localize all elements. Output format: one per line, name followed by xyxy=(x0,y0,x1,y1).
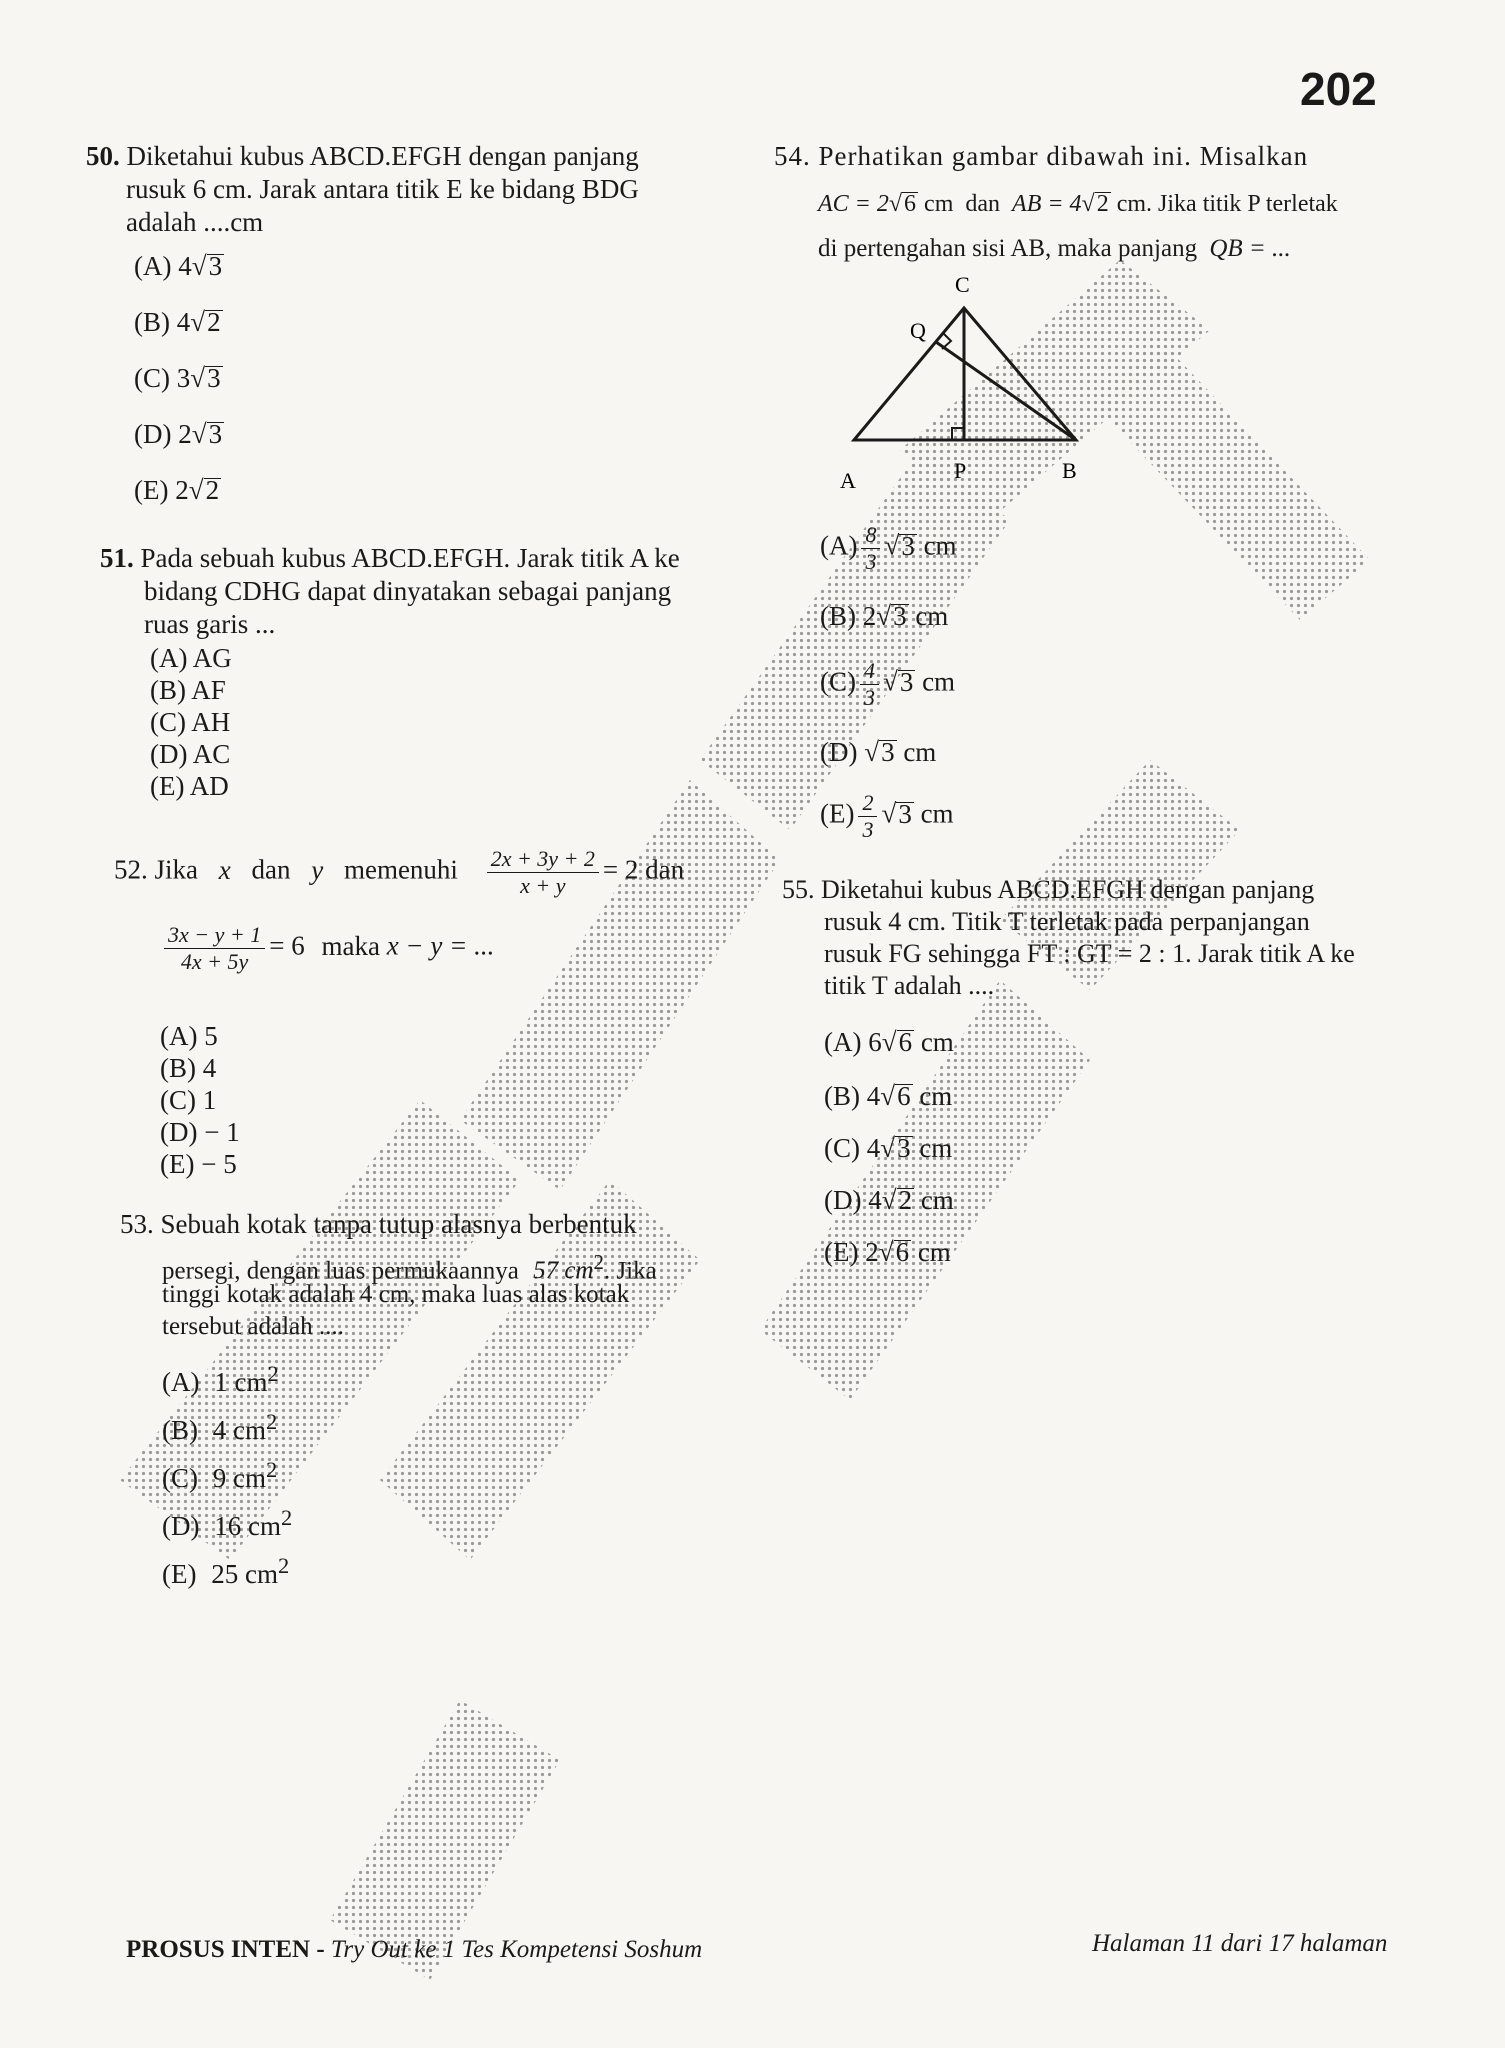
option-50-c[interactable]: (C) 3√3 xyxy=(134,363,221,393)
option-fraction xyxy=(861,522,880,575)
footer-subtitle: Try Out ke 1 Tes Kompetensi Soshum xyxy=(330,1936,703,1963)
fraction-numerator: 4 xyxy=(860,658,879,685)
option-text: AG xyxy=(192,643,232,673)
question-text: Pada sebuah kubus ABCD.EFGH. Jarak titik A ke xyxy=(140,543,680,573)
superscript: 2 xyxy=(280,1505,293,1530)
option-letter: (B) xyxy=(820,601,856,631)
option-radicand: 3 xyxy=(208,419,223,449)
option-50-b[interactable]: (B) 4√2 xyxy=(134,307,221,337)
question-54-line3 xyxy=(818,232,1291,265)
equation-rhs: = 2 xyxy=(602,854,639,885)
fraction-1 xyxy=(487,846,599,899)
option-letter: (A) xyxy=(134,251,172,281)
option-52-d[interactable] xyxy=(160,1116,240,1148)
question-text: Diketahui kubus ABCD.EFGH dengan panjang xyxy=(821,875,1315,904)
question-text: ruas garis ... xyxy=(144,609,276,639)
unit: cm xyxy=(920,1027,954,1057)
option-54-b[interactable]: (B) 2√3 cm xyxy=(820,601,949,631)
option-letter: (B) xyxy=(160,1053,196,1083)
option-52-c[interactable] xyxy=(160,1084,216,1116)
option-radicand: 2 xyxy=(207,307,221,337)
question-text: titik T adalah .... xyxy=(824,971,995,1000)
option-51-d[interactable] xyxy=(150,738,230,770)
math-var: y xyxy=(311,854,324,885)
option-radicand: 3 xyxy=(893,601,907,631)
question-text: Perhatikan gambar dibawah ini. Misalkan xyxy=(818,141,1309,171)
option-radicand: 3 xyxy=(901,530,915,561)
option-52-e[interactable] xyxy=(160,1148,237,1180)
fraction-denominator: 4x + 5y xyxy=(180,949,249,974)
option-radicand: 3 xyxy=(899,666,914,697)
option-text: AC xyxy=(192,739,231,769)
question-55 xyxy=(782,874,1422,1002)
option-coef: 3 xyxy=(176,363,191,393)
option-52-b[interactable] xyxy=(160,1052,216,1084)
option-letter: (E) xyxy=(150,771,185,801)
question-53 xyxy=(120,1208,720,1241)
option-letter: (D) xyxy=(134,419,172,449)
option-letter: (D) xyxy=(160,1117,198,1147)
option-text: − 1 xyxy=(204,1117,240,1147)
option-letter: (E) xyxy=(160,1149,195,1179)
label-p: P xyxy=(954,458,967,483)
option-letter: (B) xyxy=(150,675,186,705)
option-coef: 6 xyxy=(868,1027,882,1057)
option-text: AF xyxy=(191,675,226,705)
label-a: A xyxy=(840,468,856,493)
option-letter: (E) xyxy=(820,798,855,829)
option-coef: 4 xyxy=(866,1133,881,1163)
superscript: 2 xyxy=(593,1250,604,1274)
option-51-e[interactable] xyxy=(150,770,229,802)
footer-page-info: Halaman 11 dari 17 halaman xyxy=(1092,1930,1388,1957)
option-coef: 4 xyxy=(178,251,192,281)
option-letter: (B) xyxy=(824,1081,860,1111)
option-letter: (E) xyxy=(134,475,169,505)
fraction-denominator: 3 xyxy=(865,549,877,574)
option-radicand: 3 xyxy=(898,798,912,829)
question-text: adalah ....cm xyxy=(126,207,264,237)
option-53-e[interactable] xyxy=(162,1550,289,1590)
option-radicand: 3 xyxy=(897,1133,911,1163)
unit: cm xyxy=(920,1185,954,1215)
question-number: 55. xyxy=(782,875,815,904)
option-letter: (A) xyxy=(162,1367,200,1397)
option-letter: (D) xyxy=(150,739,188,769)
question-text: di pertengahan sisi AB, maka panjang xyxy=(818,235,1198,262)
option-letter: (C) xyxy=(160,1085,196,1115)
superscript: 2 xyxy=(266,1409,278,1434)
option-54-c[interactable]: (C) $\frac{4}{3}$ √3 cm xyxy=(820,658,956,710)
option-letter: (B) xyxy=(134,307,170,337)
option-letter: (C) xyxy=(824,1133,860,1163)
unit: cm xyxy=(919,1081,953,1111)
option-text: 4 xyxy=(202,1053,217,1083)
option-radicand: 2 xyxy=(205,475,220,505)
fraction-2 xyxy=(164,922,265,975)
option-text: − 5 xyxy=(201,1149,237,1179)
option-fraction xyxy=(858,790,877,843)
option-text: 25 cm xyxy=(211,1559,278,1589)
option-radicand: 3 xyxy=(207,363,221,393)
unit: cm xyxy=(917,1237,951,1267)
math-var: x xyxy=(218,854,231,885)
question-text: . Jika xyxy=(603,1257,657,1285)
question-text: bidang CDHG dapat dinyatakan sebagai panjang xyxy=(144,576,672,606)
option-letter: (C) xyxy=(134,363,170,393)
option-55-c[interactable]: (C) 4√3 cm xyxy=(824,1133,953,1163)
option-coef: 2 xyxy=(175,475,189,505)
right-angle-mark-q xyxy=(942,333,951,349)
option-text: 16 cm xyxy=(214,1511,281,1541)
question-number: 52. xyxy=(114,854,148,885)
question-text: dan xyxy=(251,854,291,885)
fraction-numerator: 2 xyxy=(858,790,877,817)
option-coef: 2 xyxy=(862,601,877,631)
superscript: 2 xyxy=(267,1361,279,1386)
option-text: 1 cm xyxy=(214,1367,268,1397)
question-text: rusuk 6 cm. Jarak antara titik E ke bidang BDG xyxy=(126,174,639,204)
option-53-b[interactable] xyxy=(162,1406,277,1446)
option-text: 1 xyxy=(202,1085,217,1115)
option-54-e[interactable]: (E) $\frac{2}{3}$ √3 cm xyxy=(820,790,954,842)
option-coef: 2 xyxy=(178,419,192,449)
triangle-figure xyxy=(840,262,1100,502)
unit: cm xyxy=(924,191,954,217)
question-text: Diketahui kubus ABCD.EFGH dengan panjang xyxy=(126,141,639,171)
question-text: Sebuah kotak tanpa tutup alasnya berbentuk xyxy=(160,1209,637,1239)
option-54-d[interactable]: (D) √3 cm xyxy=(820,737,937,767)
option-51-c[interactable] xyxy=(150,706,230,738)
option-text: AD xyxy=(189,771,229,801)
watermark-letters xyxy=(120,260,1370,1980)
question-number: 50. xyxy=(86,141,120,171)
option-text: AH xyxy=(191,707,231,737)
option-53-c[interactable] xyxy=(162,1454,277,1494)
math-value: AB = 4 xyxy=(1012,191,1082,217)
question-text: Jika xyxy=(154,854,198,885)
question-52 xyxy=(114,846,734,899)
option-letter: (E) xyxy=(824,1237,859,1267)
option-55-e[interactable]: (E) 2√6 cm xyxy=(824,1237,951,1267)
question-50 xyxy=(86,140,706,239)
option-radicand: 6 xyxy=(895,1237,910,1267)
question-text: dan xyxy=(965,191,1001,217)
question-number: 51. xyxy=(100,543,134,573)
fraction-denominator: 3 xyxy=(862,817,874,842)
option-coef: 4 xyxy=(176,307,191,337)
question-text: memenuhi xyxy=(343,854,458,885)
option-55-d[interactable]: (D) 4√2 cm xyxy=(824,1185,954,1215)
fraction-numerator: 2x + 3y + 2 xyxy=(487,846,599,873)
question-text: rusuk 4 cm. Titik T terletak pada perpanjangan xyxy=(824,907,1310,936)
math-value: 57 cm xyxy=(533,1257,594,1285)
label-b: B xyxy=(1062,458,1077,483)
option-text: 5 xyxy=(204,1021,218,1051)
unit: cm xyxy=(922,666,956,697)
option-letter: (D) xyxy=(824,1185,862,1215)
option-50-a[interactable]: (A) 4√3 xyxy=(134,251,223,281)
question-text: dan xyxy=(645,854,685,885)
question-number: 53. xyxy=(120,1209,154,1239)
unit: cm xyxy=(903,737,937,767)
option-letter: (E) xyxy=(162,1559,197,1589)
fraction-numerator: 8 xyxy=(861,522,880,549)
math-expression: QB = ... xyxy=(1209,235,1291,262)
option-radicand: 6 xyxy=(898,1027,913,1057)
label-c: C xyxy=(955,272,970,297)
question-text: . Jika titik P terletak xyxy=(1146,191,1338,217)
option-radicand: 2 xyxy=(898,1185,913,1215)
option-50-d[interactable]: (D) 2√3 xyxy=(134,419,223,449)
superscript: 2 xyxy=(266,1457,278,1482)
option-55-a[interactable]: (A) 6√6 cm xyxy=(824,1027,954,1057)
option-53-a[interactable] xyxy=(162,1358,279,1398)
unit: cm xyxy=(915,601,949,631)
option-letter: (B) xyxy=(162,1415,198,1445)
option-letter: (C) xyxy=(162,1463,198,1493)
option-letter: (A) xyxy=(820,530,858,561)
label-q: Q xyxy=(910,318,926,343)
option-55-b[interactable]: (B) 4√6 cm xyxy=(824,1081,953,1111)
question-text: maka xyxy=(321,930,380,961)
option-fraction xyxy=(860,658,879,711)
math-expression: x − y = ... xyxy=(386,930,495,961)
option-53-d[interactable] xyxy=(162,1502,292,1542)
option-letter: (A) xyxy=(824,1027,862,1057)
unit: cm xyxy=(1116,191,1147,217)
question-54 xyxy=(774,140,1308,173)
superscript: 2 xyxy=(277,1553,290,1578)
option-text: 9 cm xyxy=(212,1463,266,1493)
option-51-a[interactable] xyxy=(150,642,232,674)
option-letter: (D) xyxy=(162,1511,200,1541)
option-letter: (D) xyxy=(820,737,858,767)
option-coef: 2 xyxy=(865,1237,879,1267)
unit: cm xyxy=(920,798,954,829)
unit: cm xyxy=(923,530,957,561)
question-53-line4: tersebut adalah .... xyxy=(162,1313,344,1340)
equation-rhs: = 6 xyxy=(269,930,305,961)
option-text: 4 cm xyxy=(212,1415,266,1445)
fraction-numerator: 3x − y + 1 xyxy=(164,922,265,949)
option-letter: (C) xyxy=(820,666,856,697)
option-letter: (A) xyxy=(150,643,188,673)
question-53-line3: tinggi kotak adalah 4 cm, maka luas alas kotak xyxy=(162,1281,630,1308)
option-radicand: 6 xyxy=(897,1081,911,1111)
option-radicand: 3 xyxy=(881,737,895,767)
question-52-line2 xyxy=(160,922,494,975)
question-text: rusuk FG sehingga FT : GT = 2 : 1. Jarak titik A ke xyxy=(824,939,1355,968)
question-number: 54. xyxy=(774,141,811,171)
question-text: persegi, dengan luas permukaannya xyxy=(162,1257,519,1285)
fraction-denominator: 3 xyxy=(864,685,875,710)
right-angle-mark-p xyxy=(952,428,964,440)
option-50-e[interactable]: (E) 2√2 xyxy=(134,475,220,505)
radicand: 6 xyxy=(904,191,917,217)
option-coef: 4 xyxy=(866,1081,881,1111)
math-value: AC = 2 xyxy=(818,191,889,217)
option-letter: (A) xyxy=(160,1021,198,1051)
footer-left xyxy=(126,1936,702,1964)
question-54-line2: AC = 2√6 cm dan AB = 4√2 cm. Jika titik P terletak xyxy=(818,191,1338,217)
option-letter: (C) xyxy=(150,707,186,737)
fraction-denominator: x + y xyxy=(520,873,566,898)
option-radicand: 3 xyxy=(208,251,223,281)
unit: cm xyxy=(919,1133,953,1163)
option-51-b[interactable] xyxy=(150,674,226,706)
question-51 xyxy=(100,542,720,641)
footer-brand: PROSUS INTEN - xyxy=(126,1936,331,1963)
option-54-a[interactable]: (A) $\frac{8}{3}$ √3 cm xyxy=(820,522,957,574)
option-52-a[interactable] xyxy=(160,1020,218,1052)
option-coef: 4 xyxy=(868,1185,882,1215)
radicand: 2 xyxy=(1096,191,1109,217)
page-number: 202 xyxy=(1300,63,1377,115)
